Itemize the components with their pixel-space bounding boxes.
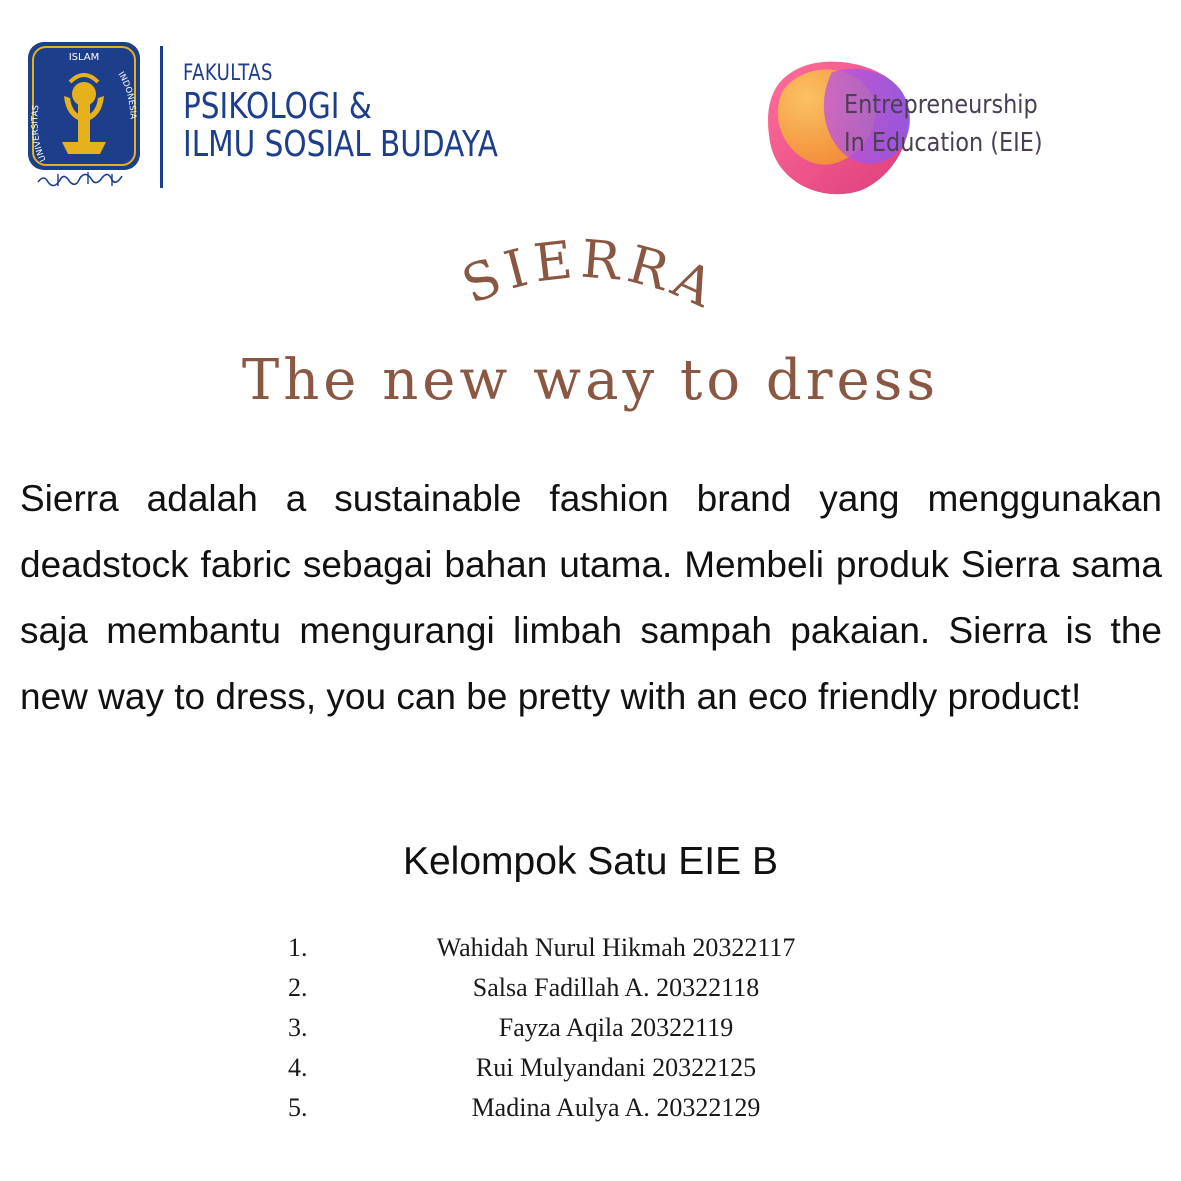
member-number: 2. — [288, 973, 308, 1002]
list-item — [280, 1048, 960, 1088]
member-number: 5. — [288, 1093, 308, 1122]
list-item — [280, 1088, 960, 1128]
member-name: Salsa Fadillah A. 20322118 — [472, 973, 760, 1002]
svg-text:SIERRA — [454, 236, 728, 322]
uii-logo — [28, 42, 140, 192]
eie-title — [844, 86, 1043, 162]
faculty-line-3: ILMU SOSIAL BUDAYA — [183, 124, 498, 165]
member-name: Madina Aulya A. 20322129 — [471, 1093, 761, 1122]
tagline: The new way to dress — [241, 348, 940, 413]
member-list — [280, 928, 960, 1128]
member-name: Rui Mulyandani 20322125 — [475, 1053, 757, 1082]
uii-logo-arc-right: INDONESIA — [115, 70, 138, 120]
header-divider — [160, 46, 163, 188]
faculty-line-1: FAKULTAS — [183, 61, 273, 86]
member-name: Wahidah Nurul Hikmah 20322117 — [436, 933, 796, 962]
eie-title-line-2: In Education (EIE) — [844, 128, 1043, 158]
list-item — [280, 968, 960, 1008]
member-name: Fayza Aqila 20322119 — [498, 1013, 734, 1042]
member-number: 1. — [288, 933, 308, 962]
uii-logo-arc-top: ISLAM — [68, 52, 100, 63]
member-number: 3. — [288, 1013, 308, 1042]
faculty-name — [183, 60, 567, 164]
list-item — [280, 1008, 960, 1048]
group-title: Kelompok Satu EIE B — [402, 840, 779, 883]
brand-name-text: SIERRA — [454, 236, 728, 322]
uii-logo-arc-left: UNIVERSITAS — [30, 104, 49, 164]
member-number: 4. — [288, 1053, 308, 1082]
header — [0, 0, 1181, 210]
eie-title-line-1: Entrepreneurship — [844, 90, 1038, 120]
brand-description: Sierra adalah a sustainable fashion brand yang menggunakan deadstock fabric sebagai bahan utama. Membeli produk Sierra sama saja membantu mengurangi limbah sampah pakaian. Sierra is the new way to dress, you can be pretty with an eco friendly product! — [20, 478, 1162, 717]
faculty-line-2: PSIKOLOGI & — [183, 86, 372, 127]
brand-name — [430, 236, 750, 326]
list-item — [280, 928, 960, 968]
